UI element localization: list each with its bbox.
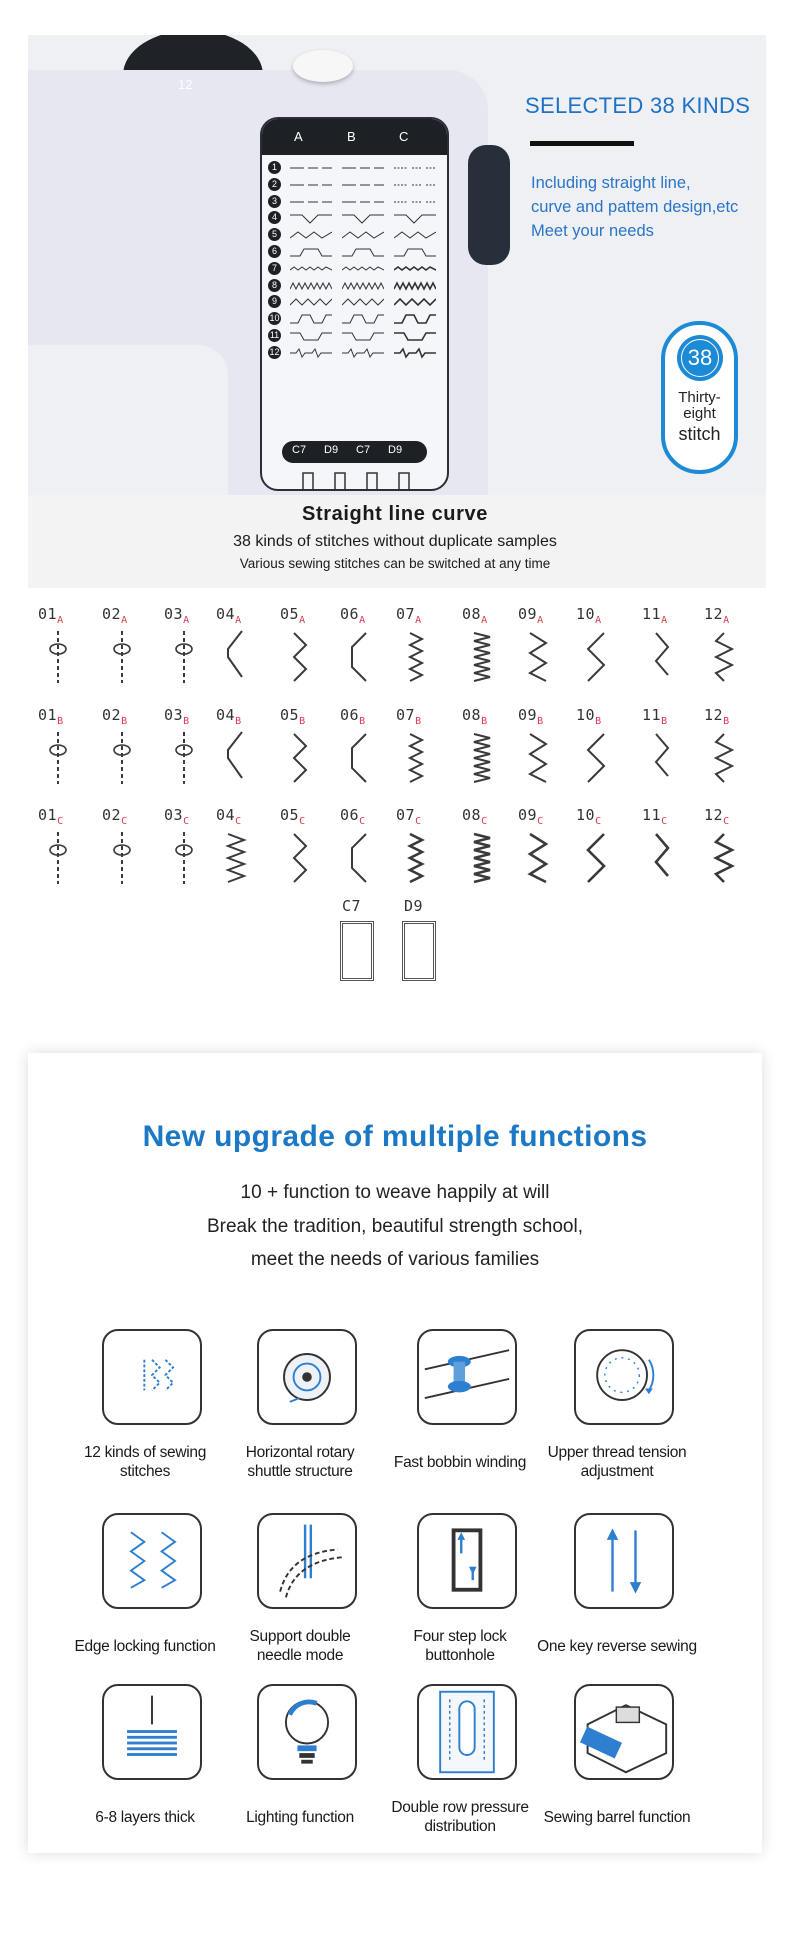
hero-title: SELECTED 38 KINDS	[525, 93, 751, 118]
stitch-glyph-icon	[394, 176, 436, 194]
stitch-panel-row	[268, 260, 443, 278]
stitch-glyph-icon	[342, 327, 384, 345]
stitch-glyph-icon	[342, 226, 384, 244]
stitch-group-letter: A	[537, 615, 544, 626]
stitch-group-letter: C	[359, 816, 366, 827]
stitch-number-label	[340, 706, 366, 727]
stitch-glyph-icon	[394, 293, 436, 311]
stitch-panel-row-number: 6	[268, 245, 281, 258]
badge-number: 38	[681, 339, 719, 377]
stitch-glyph-icon	[342, 243, 384, 261]
stitch-number-label	[462, 806, 488, 827]
stitch-sample-icon	[576, 828, 616, 888]
buttonhole-sample-icon	[402, 921, 436, 981]
stitch-sample-icon	[280, 828, 320, 888]
caption-title: Straight line curve	[302, 503, 488, 525]
feature-label: Edge locking function	[74, 1638, 216, 1655]
stitch-number-label	[102, 605, 128, 626]
stitch-panel-row-number: 5	[268, 228, 281, 241]
stitch-glyph-icon	[290, 293, 332, 311]
stitch-glyph-icon	[394, 159, 436, 177]
stitch-group-letter: C	[299, 816, 306, 827]
stitch-count-badge	[661, 321, 738, 474]
stitch-pattern-icon	[102, 1329, 202, 1425]
stitch-number-label	[164, 605, 190, 626]
stitch-group-letter: B	[481, 716, 488, 727]
stitch-group-letter: B	[661, 716, 668, 727]
stitch-sample-icon	[216, 627, 256, 687]
stitch-glyph-icon	[394, 310, 436, 328]
stitch-glyph-icon	[394, 226, 436, 244]
stitch-number-label	[38, 605, 64, 626]
stitch-glyph-icon	[394, 277, 436, 295]
feature-label: 12 kinds of sewing	[83, 1444, 207, 1461]
functions-line: meet the needs of various families	[250, 1249, 540, 1270]
stitch-panel-row-number: 4	[268, 211, 281, 224]
stitch-group-letter: B	[57, 716, 64, 727]
feature-label: 6-8 layers thick	[95, 1809, 195, 1826]
hero-line: Meet your needs	[531, 222, 654, 240]
stitch-group-letter: B	[537, 716, 544, 727]
stitch-panel-row-number: 3	[268, 195, 281, 208]
stitch-panel-row	[268, 277, 443, 295]
stitch-glyph-icon	[290, 327, 332, 345]
stitch-group-letter: C	[57, 816, 64, 827]
feature-item	[385, 1684, 535, 1834]
stitch-panel-row	[268, 310, 443, 328]
tension-dial-icon	[574, 1329, 674, 1425]
stitch-group-letter: A	[299, 615, 306, 626]
stitch-sample-icon	[518, 627, 558, 687]
stitch-sample-icon	[216, 728, 256, 788]
functions-line: Break the tradition, beautiful strength school,	[206, 1216, 583, 1237]
stitch-panel-row	[268, 226, 443, 244]
stitch-group-letter: C	[235, 816, 242, 827]
stitch-number: 09	[518, 806, 538, 824]
stitch-number: 03	[164, 706, 184, 724]
feature-item	[70, 1684, 220, 1834]
stitch-glyph-icon	[342, 159, 384, 177]
stitch-number-label	[642, 605, 668, 626]
stitch-glyph-icon	[394, 243, 436, 261]
functions-line: 10 + function to weave happily at will	[240, 1182, 550, 1203]
stitch-glyph-icon	[342, 310, 384, 328]
stitch-group-letter: A	[121, 615, 128, 626]
stitch-group-letter: B	[235, 716, 242, 727]
stitch-glyph-icon	[342, 293, 384, 311]
stitch-number-label	[576, 605, 602, 626]
stitch-sample-icon	[280, 627, 320, 687]
bobbin-winder-icon	[417, 1329, 517, 1425]
stitch-group-letter: C	[183, 816, 190, 827]
buttonhole-icon	[417, 1513, 517, 1609]
stitch-sample-icon	[642, 828, 682, 888]
badge-number-circle	[677, 335, 723, 381]
stitch-panel-header	[262, 119, 447, 155]
feature-item	[70, 1513, 220, 1663]
stitch-number-label	[102, 706, 128, 727]
caption-subtitle: 38 kinds of stitches without duplicate samples	[233, 533, 557, 550]
buttonhole-sample-icon	[340, 921, 374, 981]
stitch-panel-row-number: 10	[269, 313, 280, 324]
presser-plate-icon	[417, 1684, 517, 1780]
feature-item	[385, 1513, 535, 1663]
stitch-sample-icon	[340, 627, 380, 687]
machine-arm-gap	[28, 345, 228, 495]
stitch-sample-icon	[576, 728, 616, 788]
stitch-glyph-icon	[394, 209, 436, 227]
stitch-glyph-icon	[290, 277, 332, 295]
stitch-group-letter: A	[235, 615, 242, 626]
stitch-number: 03	[164, 806, 184, 824]
free-arm-icon	[574, 1684, 674, 1780]
stitch-group-letter: A	[595, 615, 602, 626]
stitch-sample-icon	[216, 828, 256, 888]
feature-label: needle mode	[256, 1647, 344, 1664]
stitch-number-label	[164, 806, 190, 827]
hero-divider	[530, 141, 634, 146]
stitch-number: 11	[642, 605, 662, 623]
stitch-panel-row	[268, 176, 443, 194]
stitch-number-label	[704, 806, 730, 827]
stitch-number-label	[102, 806, 128, 827]
stitch-number: 01	[38, 605, 58, 623]
feature-item	[542, 1329, 692, 1479]
stitch-number: 05	[280, 605, 300, 623]
stitch-sample-icon	[704, 828, 744, 888]
stitch-number-label	[38, 706, 64, 727]
stitch-glyph-icon	[394, 344, 436, 362]
stitch-number: 12	[704, 605, 724, 623]
feature-label: Four step lock	[413, 1628, 507, 1645]
feature-label: adjustment	[580, 1463, 654, 1480]
feature-label: Support double	[249, 1628, 351, 1645]
stitch-panel-row	[268, 243, 443, 261]
stitch-sample-icon	[164, 627, 204, 687]
feature-item	[385, 1329, 535, 1479]
double-needle-icon	[257, 1513, 357, 1609]
stitch-panel	[260, 117, 449, 491]
stitch-group-letter: A	[723, 615, 730, 626]
stitch-group-letter: B	[299, 716, 306, 727]
stitch-number-label	[642, 706, 668, 727]
stitch-number-label	[576, 806, 602, 827]
panel-footer-label: D9	[324, 444, 339, 456]
stitch-panel-row-number: 11	[269, 330, 280, 340]
stitch-number: 10	[576, 605, 596, 623]
feature-label: Horizontal rotary	[245, 1444, 355, 1461]
stitch-glyph-icon	[342, 176, 384, 194]
stitch-number: 10	[576, 706, 596, 724]
stitch-sample-icon	[396, 828, 436, 888]
stitch-number-label	[280, 706, 306, 727]
thread-spool	[293, 50, 353, 82]
stitch-glyph-icon	[394, 327, 436, 345]
stitch-panel-row-number: 1	[268, 161, 281, 174]
stitch-number: 07	[396, 806, 416, 824]
feature-item	[225, 1684, 375, 1834]
stitch-number-label	[164, 706, 190, 727]
feature-label: Upper thread tension	[547, 1444, 687, 1461]
stitch-selector-knob	[468, 145, 510, 265]
stitch-group-letter: B	[595, 716, 602, 727]
stitch-number-label	[396, 806, 422, 827]
stitch-number-label	[642, 806, 668, 827]
stitch-panel-row-number: 12	[269, 346, 280, 357]
stitch-number: 11	[642, 806, 662, 824]
stitch-glyph-icon	[394, 260, 436, 278]
stitch-sample-icon	[38, 728, 78, 788]
stitch-number: 06	[340, 706, 360, 724]
stitch-number: 01	[38, 806, 58, 824]
stitch-glyph-icon	[290, 260, 332, 278]
stitch-sample-icon	[38, 828, 78, 888]
stitch-panel-row	[268, 344, 443, 362]
feature-item	[537, 1513, 697, 1663]
stitch-group-letter: B	[183, 716, 190, 727]
stitch-glyph-icon	[290, 176, 332, 194]
stitch-sample-icon	[102, 728, 142, 788]
stitch-glyph-icon	[290, 226, 332, 244]
stitch-group-letter: B	[723, 716, 730, 727]
stitch-number: 04	[216, 706, 236, 724]
feature-label: Double row pressure	[391, 1799, 529, 1816]
feature-label: distribution	[424, 1818, 496, 1835]
feature-item	[70, 1329, 220, 1479]
stitch-group-letter: B	[415, 716, 422, 727]
stitch-number: 08	[462, 806, 482, 824]
stitch-number: 07	[396, 706, 416, 724]
stitch-group-letter: C	[121, 816, 128, 827]
stitch-sample-icon	[704, 728, 744, 788]
stitch-panel-row	[268, 327, 443, 345]
stitch-number: 04	[216, 806, 236, 824]
stitch-number: 02	[102, 605, 122, 623]
stitch-panel-row	[268, 159, 443, 177]
handwheel-number: 12	[178, 77, 193, 92]
stitch-number: 05	[280, 806, 300, 824]
zigzag-edge-icon	[102, 1513, 202, 1609]
stitch-extra-label: C7	[342, 897, 362, 915]
stitch-panel-row	[268, 209, 443, 227]
stitch-panel-row-number: 2	[268, 178, 281, 191]
stitch-sample-icon	[280, 728, 320, 788]
stitch-panel-row-number: 8	[268, 279, 281, 292]
stitch-number: 08	[462, 605, 482, 623]
stitch-number-label	[704, 605, 730, 626]
buttonhole-marks	[297, 471, 417, 491]
stitch-number: 08	[462, 706, 482, 724]
stitch-group-letter: A	[415, 615, 422, 626]
stitch-number: 06	[340, 605, 360, 623]
stitch-sample-icon	[462, 728, 502, 788]
stitch-number: 12	[704, 806, 724, 824]
stitch-number-label	[462, 706, 488, 727]
stitch-panel-row	[268, 293, 443, 311]
stitch-number: 02	[102, 806, 122, 824]
stitch-number-label	[340, 605, 366, 626]
stitch-number-label	[576, 706, 602, 727]
feature-item	[542, 1684, 692, 1834]
stitch-sample-icon	[642, 627, 682, 687]
stitch-number: 07	[396, 605, 416, 623]
badge-word: Thirty-	[678, 389, 721, 406]
stitch-number-label	[38, 806, 64, 827]
stitch-number: 02	[102, 706, 122, 724]
stitch-group-letter: A	[57, 615, 64, 626]
stitch-sample-icon	[704, 627, 744, 687]
stitch-sample-icon	[340, 728, 380, 788]
stitch-glyph-icon	[342, 209, 384, 227]
hero-line: Including straight line,	[531, 174, 691, 192]
hero-line: curve and pattem design,etc	[531, 198, 739, 216]
stitch-group-letter: C	[537, 816, 544, 827]
stitch-glyph-icon	[342, 260, 384, 278]
stitch-glyph-icon	[290, 209, 332, 227]
stitch-sample-icon	[518, 828, 558, 888]
feature-label: stitches	[119, 1463, 171, 1480]
stitch-sample-icon	[642, 728, 682, 788]
stitch-group-letter: B	[359, 716, 366, 727]
stitch-sample-icon	[38, 627, 78, 687]
stitch-number-label	[518, 706, 544, 727]
panel-column-c: C	[399, 129, 409, 144]
caption-note: Various sewing stitches can be switched at any time	[239, 556, 551, 571]
feature-label: Lighting function	[246, 1809, 354, 1826]
stitch-group-letter: C	[723, 816, 730, 827]
stitch-number: 04	[216, 605, 236, 623]
stitch-group-letter: A	[661, 615, 668, 626]
stitch-group-letter: C	[661, 816, 668, 827]
stitch-group-letter: A	[183, 615, 190, 626]
panel-footer-label: D9	[388, 444, 403, 456]
stitch-number: 05	[280, 706, 300, 724]
stitch-number: 11	[642, 706, 662, 724]
stitch-glyph-icon	[342, 277, 384, 295]
feature-label: One key reverse sewing	[537, 1638, 697, 1655]
stitch-number-label	[216, 706, 242, 727]
stitch-glyph-icon	[290, 310, 332, 328]
stitch-number: 03	[164, 605, 184, 623]
stitch-number-label	[462, 605, 488, 626]
panel-column-b: B	[347, 129, 356, 144]
stitch-panel-footer	[282, 441, 427, 463]
stitch-sample-icon	[462, 828, 502, 888]
reverse-arrows-icon	[574, 1513, 674, 1609]
fabric-layers-icon	[102, 1684, 202, 1780]
stitch-sample-icon	[518, 728, 558, 788]
stitch-number: 10	[576, 806, 596, 824]
stitch-sample-icon	[396, 627, 436, 687]
stitch-number: 12	[704, 706, 724, 724]
stitch-glyph-icon	[394, 193, 436, 211]
stitch-number-label	[280, 605, 306, 626]
stitch-number: 01	[38, 706, 58, 724]
stitch-sample-icon	[396, 728, 436, 788]
stitch-panel-row	[268, 193, 443, 211]
feature-item	[225, 1329, 375, 1479]
stitch-number-label	[340, 806, 366, 827]
stitch-number: 06	[340, 806, 360, 824]
stitch-group-letter: C	[415, 816, 422, 827]
stitch-glyph-icon	[290, 159, 332, 177]
feature-item	[225, 1513, 375, 1663]
panel-footer-label: C7	[292, 444, 307, 456]
stitch-group-letter: C	[481, 816, 488, 827]
stitch-glyph-icon	[342, 193, 384, 211]
stitch-glyph-icon	[342, 344, 384, 362]
panel-footer-label: C7	[356, 444, 371, 456]
stitch-number: 09	[518, 706, 538, 724]
stitch-number-label	[518, 806, 544, 827]
stitch-number-label	[704, 706, 730, 727]
stitch-number-label	[396, 605, 422, 626]
stitch-number-label	[216, 605, 242, 626]
stitch-group-letter: C	[595, 816, 602, 827]
feature-label: Fast bobbin winding	[393, 1454, 527, 1471]
stitch-sample-icon	[164, 728, 204, 788]
feature-label: buttonhole	[425, 1647, 495, 1664]
stitch-number-label	[216, 806, 242, 827]
stitch-glyph-icon	[290, 193, 332, 211]
stitch-sample-icon	[576, 627, 616, 687]
stitch-glyph-icon	[290, 344, 332, 362]
stitch-group-letter: A	[481, 615, 488, 626]
stitch-panel-row-number: 7	[268, 262, 281, 275]
badge-word: eight	[683, 405, 716, 422]
stitch-number-label	[396, 706, 422, 727]
rotary-shuttle-icon	[257, 1329, 357, 1425]
stitch-sample-icon	[102, 828, 142, 888]
feature-label: shuttle structure	[247, 1463, 353, 1480]
badge-word: stitch	[678, 424, 721, 444]
stitch-group-letter: B	[121, 716, 128, 727]
stitch-panel-row-number: 9	[268, 295, 281, 308]
panel-column-a: A	[294, 129, 303, 144]
stitch-sample-icon	[102, 627, 142, 687]
stitch-sample-icon	[340, 828, 380, 888]
stitch-number-label	[280, 806, 306, 827]
feature-label: Sewing barrel function	[543, 1809, 691, 1826]
stitch-number: 09	[518, 605, 538, 623]
functions-title: New upgrade of multiple functions	[142, 1120, 648, 1153]
stitch-sample-icon	[164, 828, 204, 888]
stitch-extra-label: D9	[404, 897, 424, 915]
stitch-group-letter: A	[359, 615, 366, 626]
stitch-number-label	[518, 605, 544, 626]
stitch-glyph-icon	[290, 243, 332, 261]
stitch-sample-icon	[462, 627, 502, 687]
light-bulb-icon	[257, 1684, 357, 1780]
